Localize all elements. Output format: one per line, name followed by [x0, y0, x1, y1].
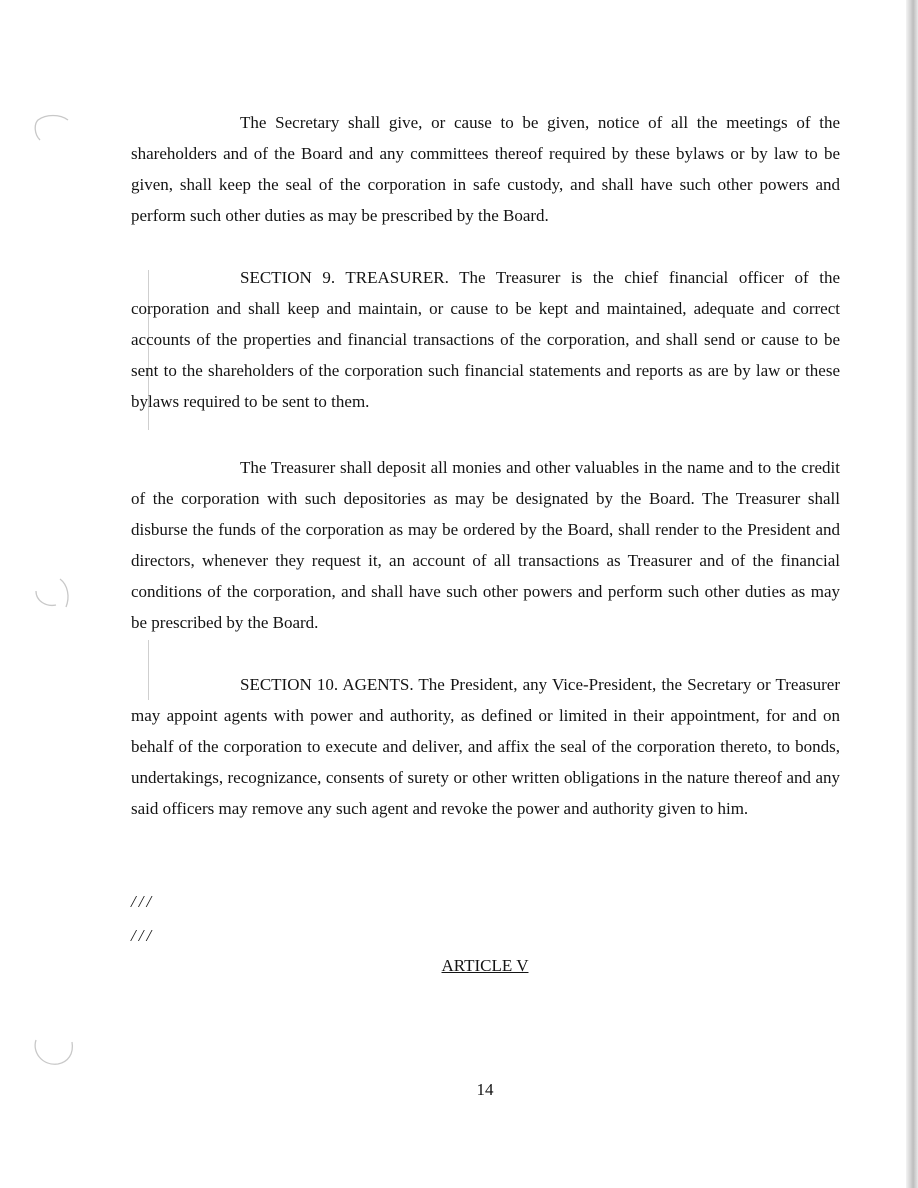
treasurer-deposit-paragraph: The Treasurer shall deposit all monies and other valuables in the name and to the credit of the corporation with such depositories as may be designated by the Board. The Treasurer shall disburse the funds of the corporation as may be ordered by the Board, shall render to the President and directors, whenever they request it, an account of all transactions as Treasurer and of the financial conditions of the corporation, and shall have such other powers and perform such other duties as may be prescribed by the Board.	[131, 458, 840, 632]
secretary-duties-paragraph: The Secretary shall give, or cause to be given, notice of all the meetings of the shareholders and of the Board and any committees thereof required by these bylaws or by law to be given, shall keep the seal of the corporation in safe custody, and shall have such other powers and perform such other duties as may be prescribed by the Board.	[131, 113, 840, 225]
punch-hole-middle-icon	[22, 565, 78, 621]
section-10-agents-paragraph: SECTION 10. AGENTS. The President, any Vice-President, the Secretary or Treasurer may appoint agents with power and authority, as defined or limited in their appointment, for and on behalf of the corporation to execute and deliver, and affix the seal of the corporation thereto, to bonds, undertakings, recognizance, consents of surety or other written obligations in the nature thereof and any said officers may remove any such agent and revoke the power and authority given to him.	[131, 675, 840, 818]
page-edge-shadow	[906, 0, 918, 1188]
continuation-mark: ///	[131, 926, 155, 945]
punch-hole-top-icon	[22, 100, 78, 156]
punch-hole-bottom-icon	[22, 1020, 78, 1076]
continuation-mark: ///	[131, 892, 155, 911]
section-9-treasurer-paragraph: SECTION 9. TREASURER. The Treasurer is the chief financial officer of the corporation and shall keep and maintain, or cause to be kept and maintained, adequate and correct accounts of the properties and financial transactions of the corporation, and shall send or cause to be sent to the shareholders of the corporation such financial statements and reports as are by law or these bylaws required to be sent to them.	[131, 268, 840, 411]
page-number: 14	[476, 1080, 494, 1099]
article-heading: ARTICLE V	[441, 956, 529, 975]
